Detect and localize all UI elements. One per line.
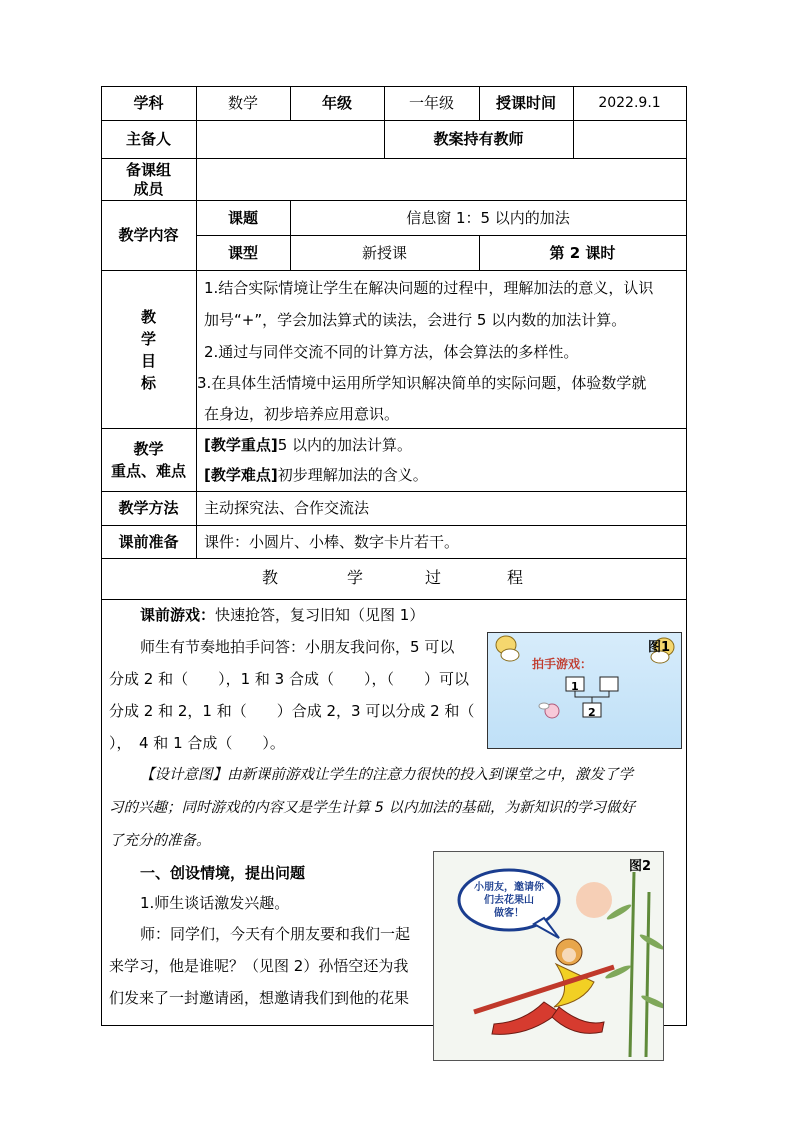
design-line: 了充分的准备。 bbox=[109, 833, 211, 849]
subject-label: 学科 bbox=[133, 94, 164, 112]
game-line: ）， 4 和 1 合成（ ）。 bbox=[109, 734, 285, 752]
group-label-line1: 备课组 bbox=[125, 161, 171, 179]
figure-1-box-bottom: 2 bbox=[588, 706, 596, 719]
goal-line: 3.在具体生活情境中运用所学知识解决简单的实际问题，体验数学就 bbox=[197, 374, 647, 392]
process-heading-char: 学 bbox=[347, 568, 364, 587]
speech-bubble-line: 小朋友，邀请你 bbox=[474, 882, 544, 893]
table-border bbox=[101, 599, 687, 600]
type-label: 课型 bbox=[227, 243, 258, 262]
method-label: 教学方法 bbox=[118, 499, 179, 517]
table-border bbox=[101, 158, 687, 159]
time-value: 2022.9.1 bbox=[598, 95, 661, 111]
story-line: 师：同学们，今天有个朋友要和我们一起 bbox=[140, 925, 411, 943]
figure-1-clap-game bbox=[487, 632, 682, 749]
process-heading-char: 教 bbox=[262, 568, 279, 587]
focus-tag: [教学重点] bbox=[204, 436, 278, 454]
goal-line: 在身边，初步培养应用意识。 bbox=[204, 405, 400, 423]
game-heading bbox=[140, 606, 424, 624]
goals-label-char: 教 bbox=[140, 308, 156, 326]
goals-label-char: 标 bbox=[140, 374, 156, 392]
design-line: 习的兴趣；同时游戏的内容又是学生计算 5 以内加法的基础，为新知识的学习做好 bbox=[109, 800, 635, 816]
method-value: 主动探究法、合作交流法 bbox=[204, 499, 370, 517]
table-border bbox=[196, 86, 197, 558]
table-border bbox=[101, 558, 687, 559]
type-value: 新授课 bbox=[361, 243, 407, 262]
difficulty-text: 初步理解加法的含义。 bbox=[277, 466, 428, 484]
game-title-rest: 快速抢答，复习旧知（见图 1） bbox=[215, 606, 425, 624]
goals-label-char: 目 bbox=[140, 352, 156, 370]
keypoints-label-line1: 教学 bbox=[133, 440, 164, 458]
game-line: 师生有节奏地拍手问答：小朋友我问你，5 可以 bbox=[140, 638, 455, 656]
subject-value: 数学 bbox=[227, 94, 258, 112]
speech-bubble-line: 做客！ bbox=[494, 908, 524, 919]
goals-label-char: 学 bbox=[140, 330, 156, 348]
prep-label: 课前准备 bbox=[118, 532, 179, 551]
game-line: 分成 2 和（ ），1 和 3 合成（ ），（ ）可以 bbox=[109, 670, 469, 688]
prep-value: 课件：小圆片、小棒、数字卡片若干。 bbox=[204, 533, 460, 551]
process-heading-char: 程 bbox=[507, 568, 524, 587]
goal-line: 2.通过与同伴交流不同的计算方法，体会算法的多样性。 bbox=[204, 343, 579, 361]
figure-2-label: 图2 bbox=[629, 859, 652, 874]
topic-value: 信息窗 1：5 以内的加法 bbox=[406, 208, 570, 227]
step-1: 1.师生谈话激发兴趣。 bbox=[140, 894, 290, 912]
process-heading-char: 过 bbox=[425, 568, 442, 587]
table-border bbox=[101, 270, 687, 271]
difficulty-tag: [教学难点] bbox=[204, 466, 278, 484]
group-label-line2: 成员 bbox=[133, 180, 164, 198]
difficulty-line bbox=[204, 466, 428, 484]
preparer-label: 主备人 bbox=[125, 130, 171, 148]
time-label: 授课时间 bbox=[495, 94, 556, 112]
speech-bubble-line: 们去花果山 bbox=[484, 895, 534, 906]
topic-label: 课题 bbox=[227, 208, 258, 227]
goal-line: 加号“+”，学会加法算式的读法，会进行 5 以内数的加法计算。 bbox=[204, 311, 627, 329]
figure-2-monkey-king bbox=[433, 851, 664, 1061]
goal-line: 1.结合实际情境让学生在解决问题的过程中，理解加法的意义，认识 bbox=[204, 279, 654, 297]
table-border bbox=[686, 86, 687, 1026]
period-value: 第 2 课时 bbox=[549, 243, 616, 262]
holder-label: 教案持有教师 bbox=[433, 130, 524, 148]
figure-1-box-top: 1 bbox=[571, 680, 579, 693]
story-line: 们发来了一封邀请函，想邀请我们到他的花果 bbox=[109, 989, 410, 1007]
table-border bbox=[101, 428, 687, 429]
grade-value: 一年级 bbox=[408, 94, 454, 112]
figure-1-label: 图1 bbox=[648, 640, 671, 655]
game-line: 分成 2 和 2，1 和（ ）合成 2，3 可以分成 2 和（ bbox=[109, 702, 475, 720]
focus-line bbox=[204, 436, 412, 454]
game-title: 课前游戏： bbox=[140, 606, 216, 624]
keypoints-label-line2: 重点、难点 bbox=[110, 462, 186, 480]
grade-label: 年级 bbox=[321, 94, 352, 112]
focus-text: 5 以内的加法计算。 bbox=[277, 436, 413, 454]
content-label: 教学内容 bbox=[118, 226, 179, 244]
story-line: 来学习，他是谁呢？（见图 2）孙悟空还为我 bbox=[109, 957, 409, 975]
section-title: 一、创设情境，提出问题 bbox=[140, 864, 306, 882]
design-line: 【设计意图】由新课前游戏让学生的注意力很快的投入到课堂之中，激发了学 bbox=[140, 767, 633, 783]
figure-1-title: 拍手游戏： bbox=[532, 657, 593, 671]
